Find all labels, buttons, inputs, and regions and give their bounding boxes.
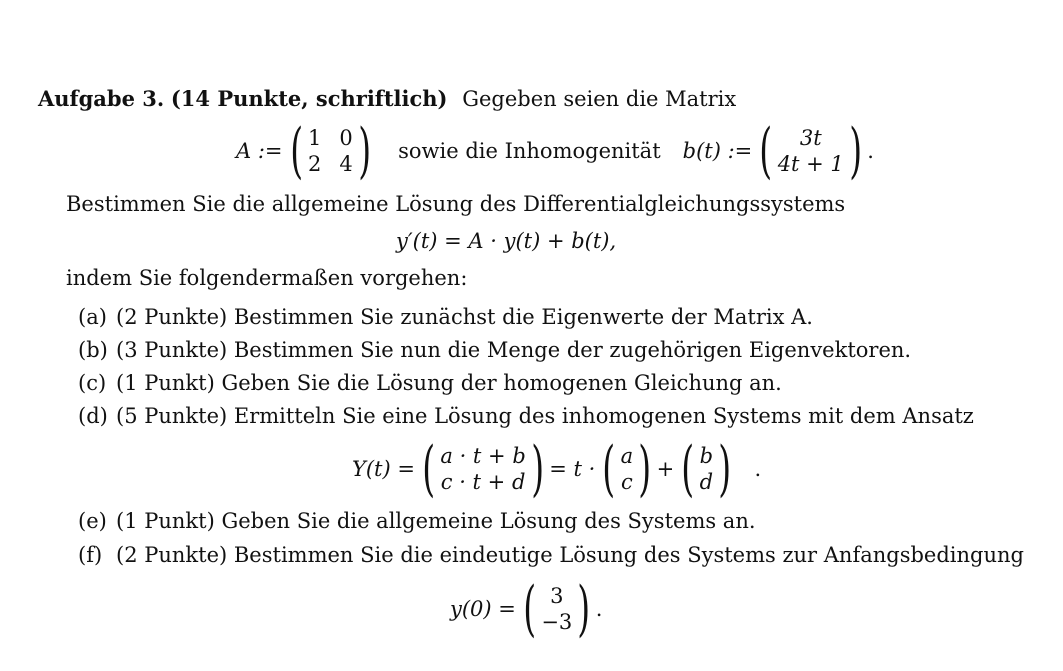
vector-entry: 4t + 1 bbox=[777, 152, 844, 176]
vector-entry: d bbox=[699, 470, 714, 494]
matrix-entry: 4 bbox=[339, 152, 353, 176]
left-paren: ( bbox=[602, 434, 616, 504]
right-paren: ) bbox=[577, 574, 591, 644]
list-item bbox=[78, 338, 911, 362]
matrix-entry: 1 bbox=[307, 125, 322, 150]
ansatz-vector-3 bbox=[676, 434, 736, 504]
right-paren: ) bbox=[531, 434, 544, 504]
matrix-a-lhs: A := bbox=[236, 139, 283, 163]
matrix-a-entries bbox=[308, 125, 353, 178]
item-text: (2 Punkte) Bestimmen Sie die eindeutige Lösung des Systems zur Anfangsbedingung bbox=[116, 543, 1024, 567]
paragraph-procedure: indem Sie folgendermaßen vorgehen: bbox=[66, 266, 468, 290]
item-label: (d) bbox=[78, 404, 108, 428]
vector-entries bbox=[621, 443, 634, 496]
vector-entries bbox=[700, 443, 713, 496]
left-paren: ( bbox=[422, 434, 436, 504]
period: . bbox=[595, 597, 603, 621]
vector-entries bbox=[440, 443, 525, 496]
vector-entries bbox=[541, 583, 572, 636]
matrix-entry: 2 bbox=[307, 152, 322, 176]
ansatz-equation bbox=[352, 436, 761, 502]
paragraph-general-solution: Bestimmen Sie die allgemeine Lösung des Differentialgleichungssystems bbox=[66, 192, 846, 216]
item-label: (c) bbox=[78, 371, 107, 395]
initial-vector bbox=[518, 574, 596, 644]
vector-entry: −3 bbox=[541, 610, 573, 634]
right-paren: ) bbox=[849, 116, 862, 186]
task-heading-line bbox=[38, 86, 736, 111]
item-label: (a) bbox=[78, 305, 107, 329]
right-paren: ) bbox=[638, 434, 652, 504]
initial-condition bbox=[450, 576, 602, 642]
task-intro: Gegeben seien die Matrix bbox=[462, 87, 737, 111]
item-label: (e) bbox=[78, 509, 107, 533]
vector-entry: a · t + b bbox=[440, 443, 526, 468]
vector-entry: 3t bbox=[799, 125, 822, 150]
vector-entry: b bbox=[699, 443, 714, 468]
inhomogeneity-connector: sowie die Inhomogenität bbox=[398, 139, 661, 163]
left-paren: ( bbox=[681, 434, 695, 504]
item-text: (1 Punkt) Geben Sie die Lösung der homogenen Gleichung an. bbox=[116, 371, 782, 395]
ansatz-vector-2 bbox=[597, 434, 656, 504]
left-paren: ( bbox=[759, 116, 773, 186]
ansatz-plus: + bbox=[656, 457, 675, 481]
item-text: (1 Punkt) Geben Sie die allgemeine Lösung des Systems an. bbox=[116, 509, 756, 533]
list-item bbox=[78, 404, 974, 428]
vector-entry: 3 bbox=[550, 583, 564, 608]
item-text: (2 Punkte) Bestimmen Sie zunächst die Eigenwerte der Matrix A. bbox=[116, 305, 813, 329]
item-text: (5 Punkte) Ermitteln Sie eine Lösung des inhomogenen Systems mit dem Ansatz bbox=[116, 404, 974, 428]
matrix-definition-line bbox=[236, 118, 874, 184]
right-paren: ) bbox=[718, 434, 732, 504]
list-item bbox=[78, 371, 782, 395]
right-paren: ) bbox=[357, 116, 371, 186]
initial-lhs: y(0) = bbox=[450, 597, 516, 621]
period: . bbox=[754, 457, 762, 481]
list-item bbox=[78, 509, 756, 533]
item-label: (f) bbox=[78, 543, 103, 567]
task-heading: Aufgabe 3. bbox=[38, 86, 165, 111]
left-paren: ( bbox=[523, 574, 537, 644]
period: . bbox=[867, 139, 874, 163]
list-item bbox=[78, 543, 1024, 567]
vector-entry: c bbox=[621, 470, 633, 494]
ansatz-mid: = t · bbox=[549, 457, 596, 481]
vector-entry: a bbox=[620, 443, 634, 468]
item-label: (b) bbox=[78, 338, 108, 362]
ode-equation: y′(t) = A · y(t) + b(t), bbox=[396, 229, 617, 253]
task-points: (14 Punkte, schriftlich) bbox=[170, 86, 448, 111]
matrix-a bbox=[285, 116, 377, 186]
vector-b-entries bbox=[778, 125, 844, 178]
vector-entry: c · t + d bbox=[440, 470, 526, 494]
inhomogeneity-lhs: b(t) := bbox=[682, 139, 753, 163]
matrix-entry: 0 bbox=[339, 125, 353, 150]
item-text: (3 Punkte) Bestimmen Sie nun die Menge der zugehörigen Eigenvektoren. bbox=[116, 338, 912, 362]
left-paren: ( bbox=[289, 116, 303, 186]
ansatz-lhs: Y(t) = bbox=[352, 457, 415, 481]
list-item bbox=[78, 305, 813, 329]
ansatz-vector-1 bbox=[417, 434, 549, 504]
vector-b bbox=[754, 116, 867, 186]
